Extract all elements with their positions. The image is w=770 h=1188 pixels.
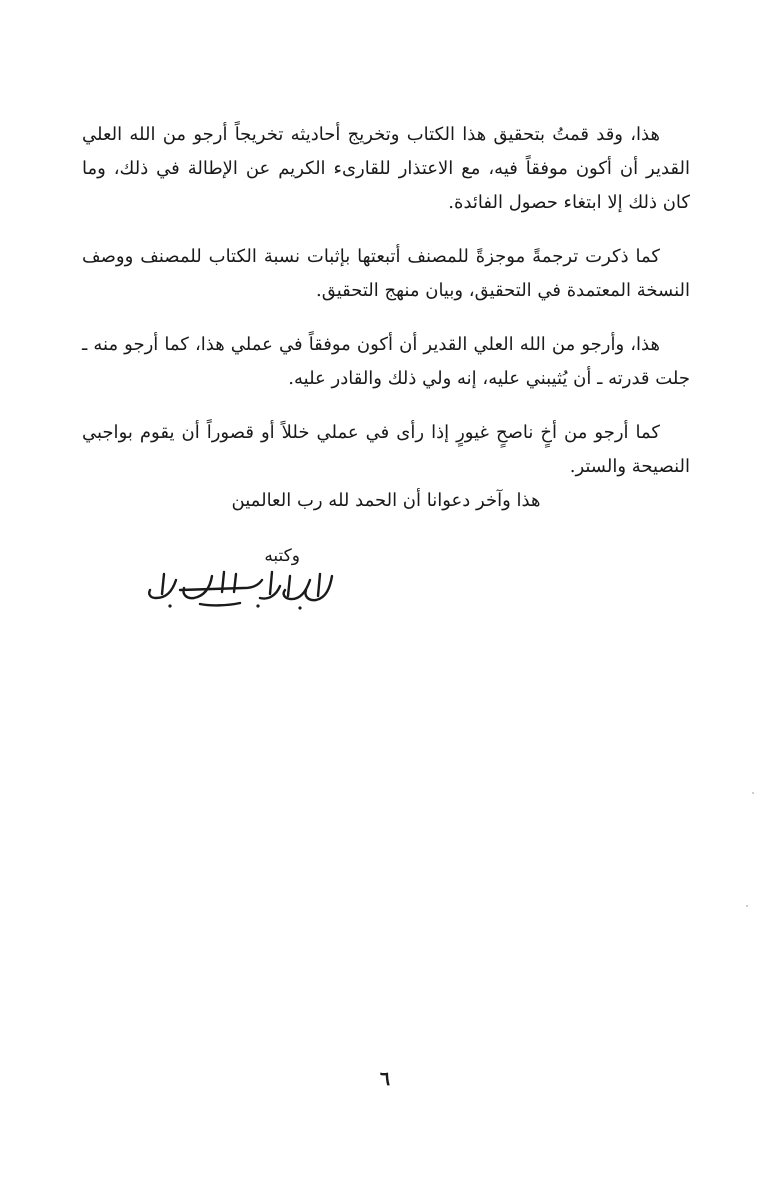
scan-speck: [746, 905, 748, 907]
handwritten-signature: [140, 566, 340, 616]
body-text: [82, 118, 690, 504]
signature-block: [140, 538, 340, 618]
scan-speck: [752, 792, 754, 794]
paragraph-1: هذا، وقد قمتُ بتحقيق هذا الكتاب وتخريج أحاديثه تخريجاً أرجو من الله العلي القدير أن أكون موفقاً فيه، مع الاعتذار للقارىء الكريم عن الإطالة في ذلك، وما كان ذلك إلا ابتغاء حصول الفائدة.: [82, 124, 690, 213]
page-number: ٦: [379, 1068, 391, 1090]
paragraph-3: هذا، وأرجو من الله العلي القدير أن أكون موفقاً في عملي هذا، كما أرجو منه ـ جلت قدرته ـ أن يُثيبني عليه، إنه ولي ذلك والقادر عليه.: [82, 334, 690, 389]
paragraph-2: كما ذكرت ترجمةً موجزةً للمصنف أتبعتها بإثبات نسبة الكتاب للمصنف ووصف النسخة المعتمدة في التحقيق، وبيان منهج التحقيق.: [82, 246, 690, 301]
paragraph-4: كما أرجو من أخٍ ناصحٍ غيورٍ إذا رأى في عملي خللاً أو قصوراً أن يقوم بواجبي النصيحة والستر.: [82, 422, 690, 477]
signature-label: وكتبه: [264, 546, 300, 566]
closing-line: هذا وآخر دعوانا أن الحمد لله رب العالمين: [231, 490, 541, 511]
